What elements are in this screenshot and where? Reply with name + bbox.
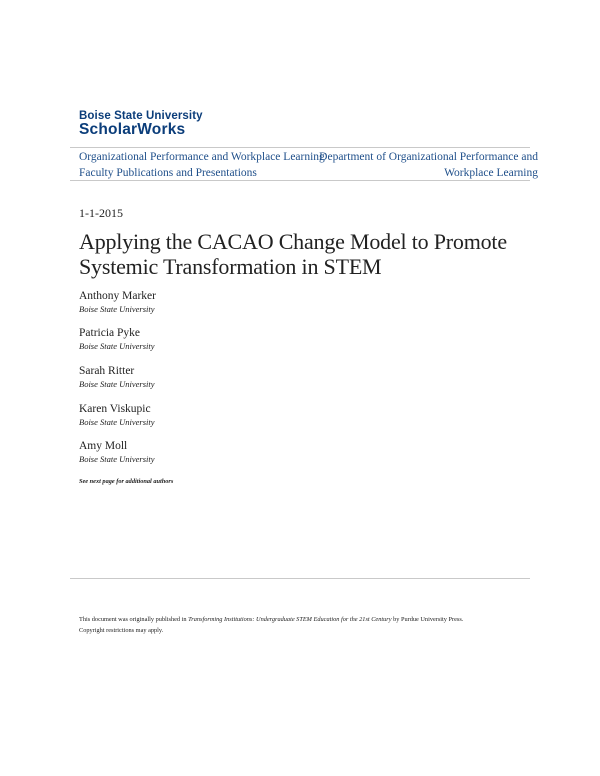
author-affiliation: Boise State University (79, 417, 155, 427)
footer-divider (70, 578, 530, 579)
author-affiliation: Boise State University (79, 379, 155, 389)
author-name: Sarah Ritter (79, 365, 135, 377)
header-divider (70, 147, 530, 148)
author-affiliation: Boise State University (79, 304, 155, 314)
publication-note-suffix: by Purdue University Press. (391, 616, 464, 623)
author-block (79, 439, 155, 465)
collection-link-faculty-publications[interactable]: Organizational Performance and Workplace Learning Faculty Publications and Presentations (79, 151, 325, 179)
repository-name[interactable]: ScholarWorks (79, 121, 186, 138)
publication-note (79, 614, 529, 636)
institution-name[interactable]: Boise State University (79, 110, 203, 122)
publication-date: 1-1-2015 (79, 206, 123, 220)
author-name: Patricia Pyke (79, 327, 140, 339)
collection-link-department[interactable]: Department of Organizational Performance and Workplace Learning (319, 151, 538, 179)
author-block (79, 402, 155, 428)
author-name: Anthony Marker (79, 290, 156, 302)
author-affiliation: Boise State University (79, 341, 155, 351)
document-title: Applying the CACAO Change Model to Promote Systemic Transformation in STEM (79, 229, 507, 279)
collections-divider (70, 180, 530, 181)
author-block (79, 289, 156, 315)
publication-note-prefix: This document was originally published in (79, 616, 189, 623)
author-block (79, 326, 155, 352)
additional-authors-note: See next page for additional authors (79, 478, 174, 485)
author-affiliation: Boise State University (79, 454, 155, 464)
author-name: Amy Moll (79, 440, 128, 452)
copyright-note: Copyright restrictions may apply. (79, 627, 164, 634)
author-block (79, 364, 155, 390)
publication-note-work: Transforming Institutions: Undergraduate STEM Education for the 21st Century (188, 616, 392, 623)
author-name: Karen Viskupic (79, 403, 151, 415)
